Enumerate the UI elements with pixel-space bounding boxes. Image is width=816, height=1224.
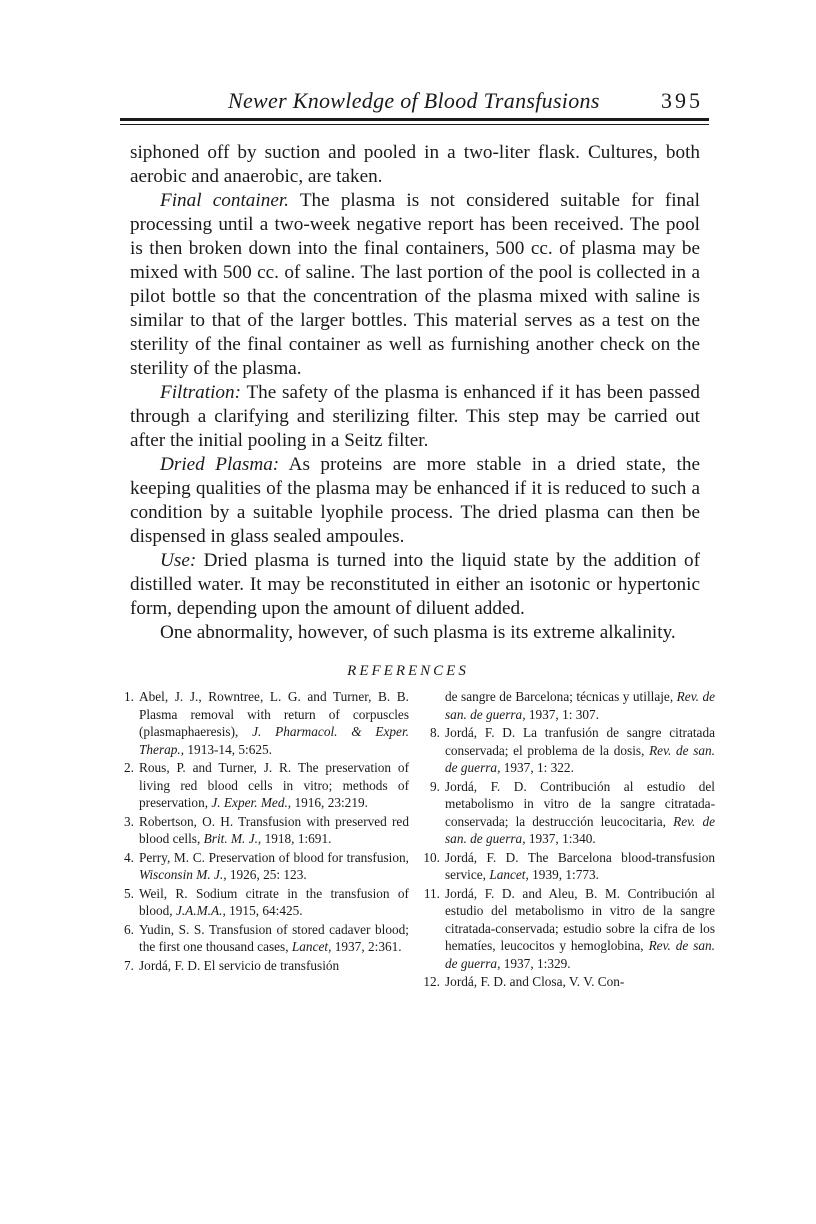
reference-item: 7. Jordá, F. D. El servicio de transfusión: [124, 957, 340, 973]
references-column-left: [117, 688, 409, 975]
reference-item: 12. Jordá, F. D. and Closa, V. V. Con-: [423, 974, 625, 989]
reference-item: 6. Yudin, S. S. Transfusion of stored cadaver blood; the first one thousand cases, Lancet, 1937, 2:361.: [124, 921, 409, 954]
running-header: [120, 88, 709, 118]
paragraph-label: Dried Plasma:: [160, 454, 280, 475]
reference-item: 10. Jordá, F. D. The Barcelona blood-transfusion service, Lancet, 1939, 1:773.: [423, 849, 715, 882]
reference-item: 3. Robertson, O. H. Transfusion with preserved red blood cells, Brit. M. J., 1918, 1:691.: [124, 813, 409, 846]
reference-item: 9. Jordá, F. D. Contribución al estudio del metabolismo in vitro de la sangre citratada-conservada; la destrucción leucocitaria, Rev. de san. de guerra, 1937, 1:340.: [430, 778, 715, 846]
paragraph: Dried Plasma: As proteins are more stable in a dried state, the keeping qualities of the plasma may be enhanced if it is reduced to such a condition by a suitable lyophile process. The dried plasma can then be dispensed in glass sealed ampoules.: [130, 454, 700, 547]
reference-item: 4. Perry, M. C. Preservation of blood for transfusion, Wisconsin M. J., 1926, 25: 123.: [124, 849, 409, 882]
header-rule-thin: [120, 124, 709, 125]
running-title: Newer Knowledge of Blood Transfusions: [228, 88, 600, 113]
paragraph-label: Filtration:: [160, 382, 242, 403]
page-number: 395: [661, 88, 703, 113]
reference-item: 5. Weil, R. Sodium citrate in the transfusion of blood, J.A.M.A., 1915, 64:425.: [124, 885, 409, 918]
reference-item: 1. Abel, J. J., Rowntree, L. G. and Turner, B. B. Plasma removal with return of corpuscles (plasmaphaeresis), J. Pharmacol. & Exper. Therap., 1913-14, 5:625.: [124, 689, 409, 757]
paragraph: One abnormality, however, of such plasma is its extreme alkalinity.: [160, 622, 676, 643]
reference-item: 8. Jordá, F. D. La tranfusión de sangre citratada conservada; el problema de la dosis, Rev. de san. de guerra, 1937, 1: 322.: [430, 725, 715, 775]
references-column-right: [423, 688, 715, 992]
header-rule-thick: [120, 118, 709, 121]
paragraph: Use: Dried plasma is turned into the liquid state by the addition of distilled water. It may be reconstituted in either an isotonic or hypertonic form, depending upon the amount of diluent added.: [130, 550, 700, 619]
paragraph-label: Use:: [160, 550, 197, 571]
paragraph: Final container. The plasma is not considered suitable for final processing until a two-week negative report has been received. The pool is then broken down into the final containers, 500 cc. of plasma may be mixed with 500 cc. of saline. The last portion of the pool is collected in a pilot bottle so that the concentration of the plasma mixed with saline is similar to that of the larger bottles. This material serves as a test on the sterility of the final container as well as furnishing another check on the sterility of the plasma.: [130, 190, 700, 379]
reference-item: 11. Jordá, F. D. and Aleu, B. M. Contribución al estudio del metabolismo in vitro de la sangre citratada-conservada; estudio sobre la cifra de los hematíes, leucocitos y hemoglobina, Rev. de san. de guerra, 1937, 1:329.: [423, 885, 716, 971]
paragraph: Filtration: The safety of the plasma is enhanced if it has been passed through a clarifying and sterilizing filter. This step may be carried out after the initial pooling in a Seitz filter.: [130, 382, 700, 451]
reference-item: 2. Rous, P. and Turner, J. R. The preservation of living red blood cells in vitro; methods of preservation, J. Exper. Med., 1916, 23:219.: [124, 760, 409, 810]
paragraph-label: Final container.: [160, 190, 289, 211]
reference-item-continued: de sangre de Barcelona; técnicas y utillaje, Rev. de san. de guerra, 1937, 1: 307.: [445, 689, 715, 722]
paragraph: siphoned off by suction and pooled in a two-liter flask. Cultures, both aerobic and anaerobic, are taken.: [130, 142, 700, 187]
body-text: [130, 141, 700, 645]
references-heading: REFERENCES: [347, 663, 469, 679]
